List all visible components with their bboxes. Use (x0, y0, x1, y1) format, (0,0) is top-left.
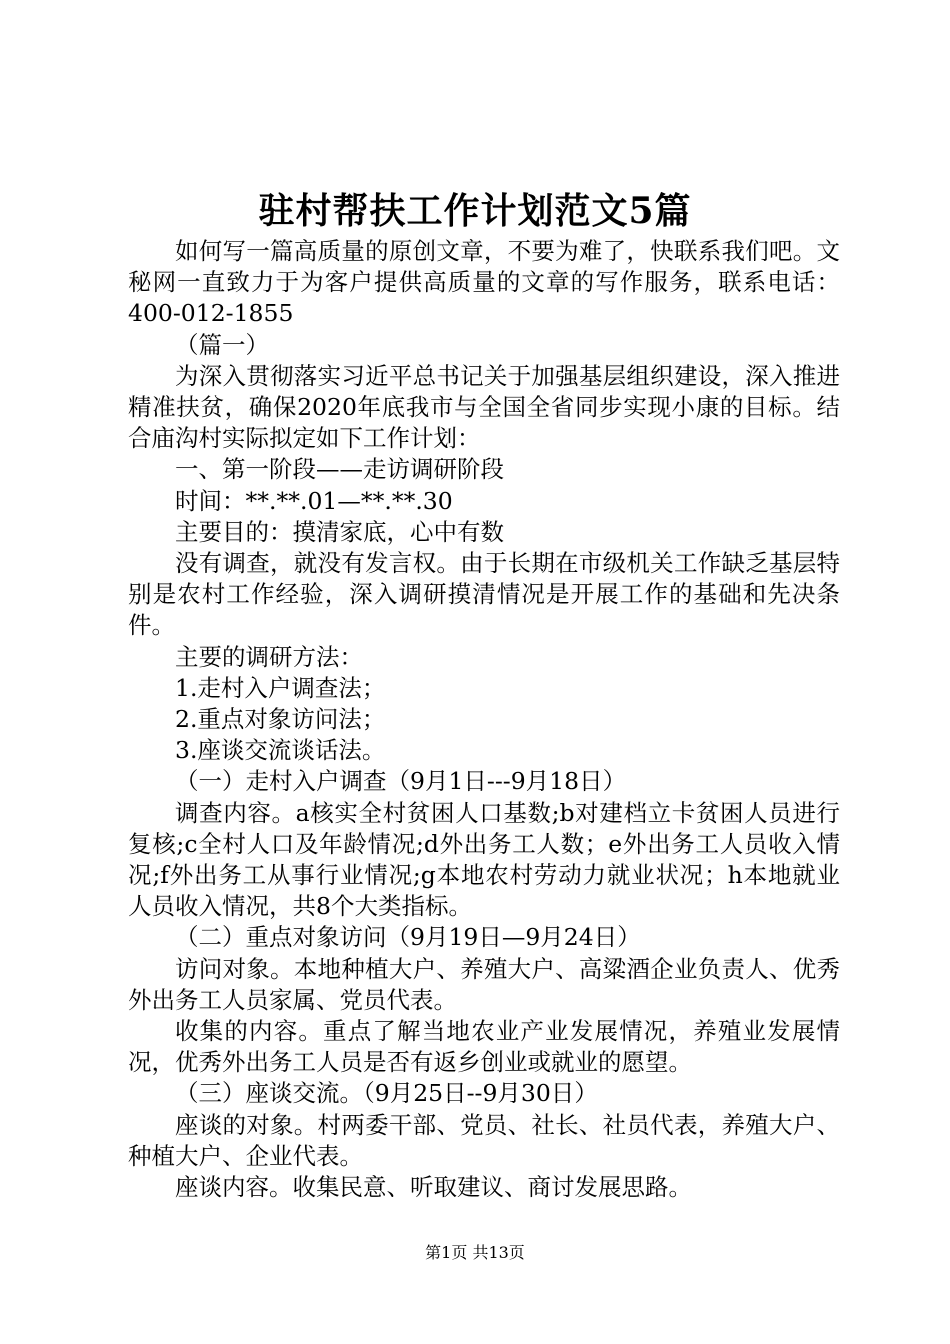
paragraph: 1.走村入户调查法； (175, 673, 386, 702)
paragraph: 主要目的：摸清家底，心中有数 (175, 517, 504, 546)
paragraph: 一、第一阶段——走访调研阶段 (175, 455, 504, 484)
paragraph: （二）重点对象访问（9月19日—9月24日） (175, 923, 641, 952)
paragraph: 访问对象。本地种植大户、养殖大户、高粱酒企业负责人、优秀外出务工人员家属、党员代表。 (128, 954, 840, 1014)
paragraph: 座谈内容。收集民意、听取建议、商讨发展思路。 (175, 1173, 692, 1202)
page-footer (0, 1241, 950, 1265)
paragraph: 为深入贯彻落实习近平总书记关于加强基层组织建设，深入推进精准扶贫，确保2020年底我市与全国全省同步实现小康的目标。结合庙沟村实际拟定如下工作计划： (128, 361, 840, 453)
paragraph: （三）座谈交流。（9月25日--9月30日） (175, 1079, 598, 1108)
page-number-label: 第1页 共13页 (425, 1243, 525, 1262)
document-body (128, 236, 840, 1203)
paragraph: 时间：**.**.01—**.**.30 (175, 486, 453, 515)
paragraph: 如何写一篇高质量的原创文章，不要为难了，快联系我们吧。文秘网一直致力于为客户提供高质量的文章的写作服务，联系电话：400-012-1855 (128, 237, 840, 328)
paragraph: （一）走村入户调查（9月1日---9月18日） (175, 767, 627, 796)
paragraph: （篇一） (175, 330, 269, 359)
paragraph: 3.座谈交流谈话法。 (175, 736, 386, 765)
paragraph: 调查内容。a核实全村贫困人口基数;b对建档立卡贫困人员进行复核;c全村人口及年龄情况;d外出务工人数；e外出务工人员收入情况;f外出务工从事行业情况;g本地农村劳动力就业状况；h本地就业人员收入情况，共8个大类指标。 (128, 798, 840, 921)
document-title: 驻村帮扶工作计划范文5篇 (258, 190, 692, 232)
paragraph: 座谈的对象。村两委干部、党员、社长、社员代表，养殖大户、种植大户、企业代表。 (128, 1110, 840, 1170)
paragraph: 没有调查，就没有发言权。由于长期在市级机关工作缺乏基层特别是农村工作经验，深入调研摸清情况是开展工作的基础和先决条件。 (128, 549, 840, 640)
paragraph: 主要的调研方法： (175, 642, 363, 671)
paragraph: 收集的内容。重点了解当地农业产业发展情况，养殖业发展情况，优秀外出务工人员是否有返乡创业或就业的愿望。 (128, 1017, 840, 1077)
paragraph: 2.重点对象访问法； (175, 705, 386, 734)
